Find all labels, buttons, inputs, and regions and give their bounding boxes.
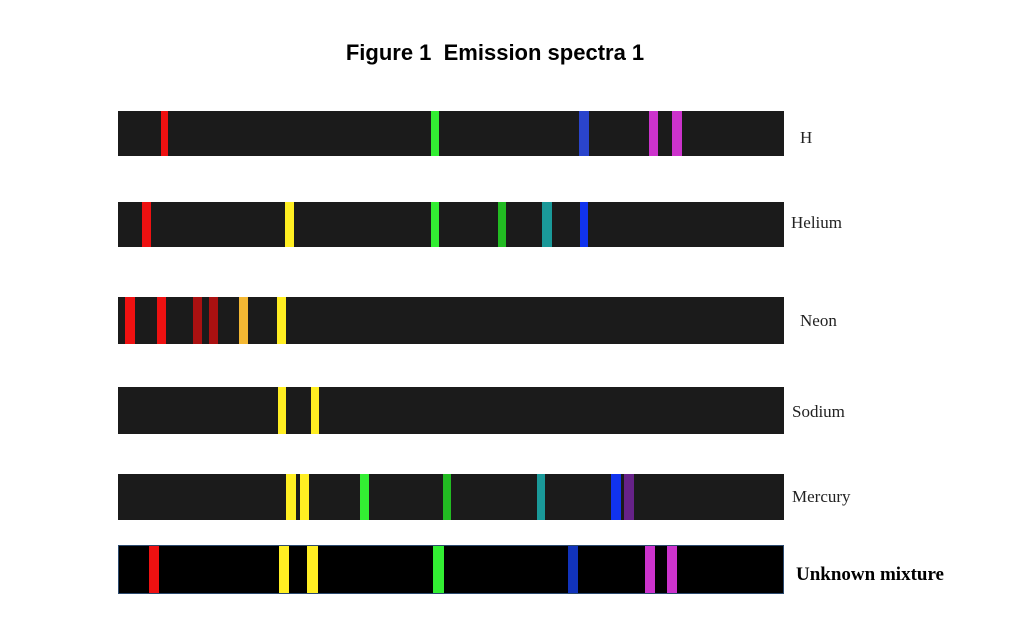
emission-line [645,546,655,593]
emission-line [157,297,166,344]
emission-line [286,474,296,520]
emission-line [431,202,439,247]
emission-line [279,546,289,593]
emission-line [579,111,589,156]
spectrum-label-neon: Neon [800,311,837,330]
spectrum-label-unknown-mixture: Unknown mixture [796,564,944,585]
emission-line [193,297,202,344]
emission-line [125,297,135,344]
emission-line [239,297,248,344]
emission-line [300,474,309,520]
spectrum-bar-sodium [118,387,784,434]
emission-line [142,202,151,247]
emission-line [209,297,218,344]
spectrum-label-h: H [800,128,813,147]
emission-line [311,387,319,434]
emission-line [537,474,545,520]
emission-line [667,546,677,593]
emission-line [611,474,621,520]
emission-line [568,546,578,593]
emission-line [649,111,658,156]
emission-line [498,202,506,247]
emission-line [433,546,444,593]
spectrum-bar-unknown-mixture [118,545,784,594]
emission-line [285,202,294,247]
emission-line [277,297,286,344]
figure-title: Figure 1 Emission spectra 1 [345,40,645,65]
emission-line [431,111,439,156]
emission-line [672,111,682,156]
emission-line [580,202,588,247]
emission-line [360,474,369,520]
emission-line [443,474,451,520]
spectrum-bar-helium [118,202,784,247]
spectrum-bar-mercury [118,474,784,520]
emission-line [542,202,552,247]
emission-line [161,111,168,156]
spectrum-bar-h [118,111,784,156]
emission-line [307,546,318,593]
spectrum-bar-neon [118,297,784,344]
spectrum-label-sodium: Sodium [792,402,845,421]
spectrum-label-helium: Helium [791,213,842,232]
emission-line [149,546,159,593]
emission-line [278,387,286,434]
emission-line [624,474,634,520]
spectrum-label-mercury: Mercury [792,487,851,506]
